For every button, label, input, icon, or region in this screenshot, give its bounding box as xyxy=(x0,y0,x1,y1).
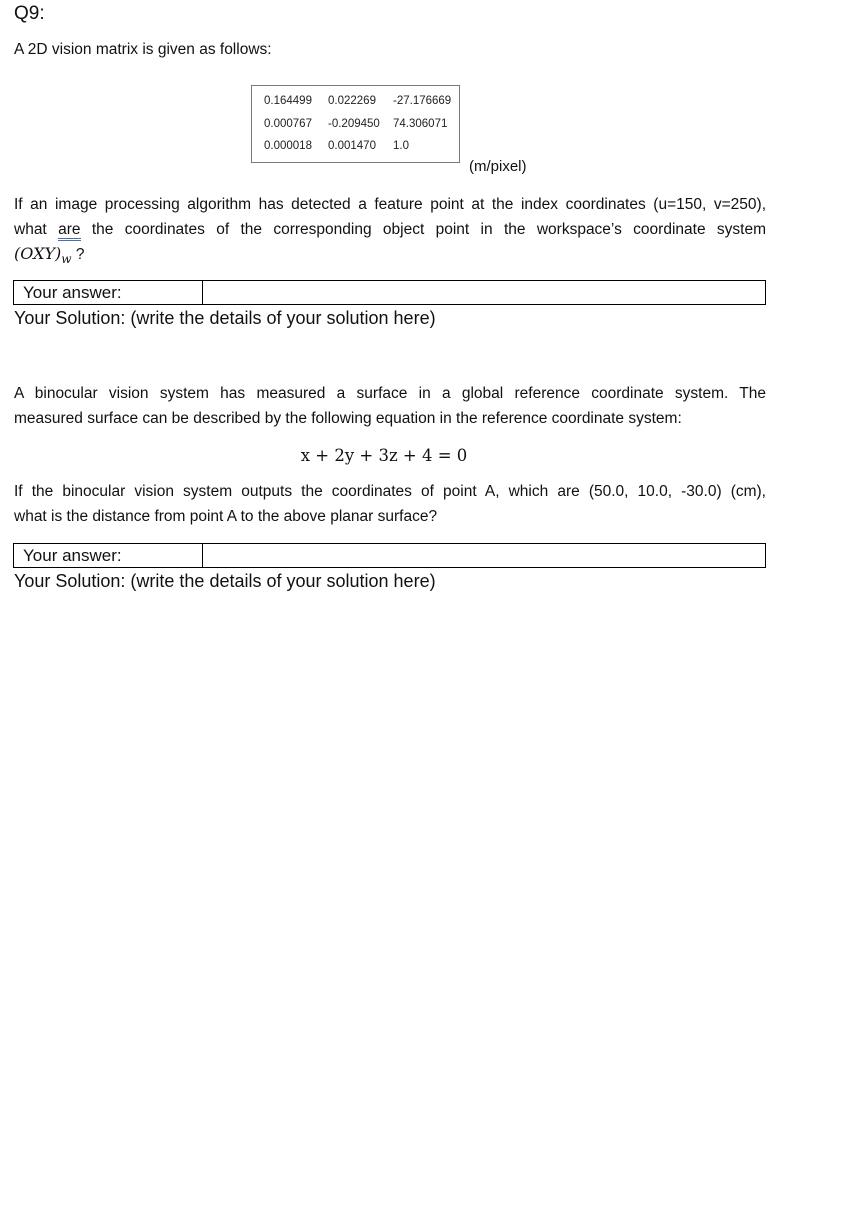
answer-label: Your answer: xyxy=(14,281,203,304)
answer-input[interactable] xyxy=(203,281,765,304)
underlined-word: are xyxy=(58,221,80,241)
answer-label: Your answer: xyxy=(14,544,203,567)
binocular-paragraph xyxy=(14,382,766,431)
text-fragment: what xyxy=(14,220,59,238)
frame-suffix: ? xyxy=(71,246,85,263)
frame-main: (OXY) xyxy=(14,244,62,263)
answer-input[interactable] xyxy=(203,544,765,567)
solution-prompt[interactable]: Your Solution: (write the details of your solution here) xyxy=(14,571,436,591)
q9-question-line: If an image processing algorithm has detected a feature point at the index coordinates (u=150, v=250), xyxy=(14,196,766,213)
matrix-unit: (m/pixel) xyxy=(469,158,527,175)
answer-table xyxy=(13,543,766,568)
question-label: Q9: xyxy=(14,3,45,24)
matrix-cell: -0.209450 xyxy=(328,118,380,130)
q9-question-text xyxy=(14,193,766,272)
question-line: If the binocular vision system outputs the coordinates of point A, which are (50.0, 10.0, -30.0) (cm), xyxy=(14,483,766,500)
binocular-question xyxy=(14,480,766,529)
question-line: what is the distance from point A to the above planar surface? xyxy=(14,507,438,525)
q9-question-line xyxy=(14,218,766,243)
solution-prompt[interactable]: Your Solution: (write the details of your solution here) xyxy=(14,308,436,328)
matrix-cell: -27.176669 xyxy=(393,95,452,107)
paragraph-line: A binocular vision system has measured a surface in a global reference coordinate system. The xyxy=(14,385,766,402)
text-fragment: the coordinates of the corresponding object point in the workspace’s coordinate system xyxy=(80,220,766,238)
frame-notation xyxy=(14,242,766,272)
matrix-cell: 74.306071 xyxy=(393,118,448,130)
answer-table xyxy=(13,280,766,305)
plane-equation: x + 2y + 3z + 4 = 0 xyxy=(300,446,468,465)
matrix-cell: 0.000767 xyxy=(264,118,312,130)
matrix-cell: 0.164499 xyxy=(264,95,312,107)
frame-subscript: w xyxy=(61,252,72,267)
matrix-cell: 0.000018 xyxy=(264,140,312,152)
matrix-intro-text: A 2D vision matrix is given as follows: xyxy=(14,41,272,58)
paragraph-line: measured surface can be described by the following equation in the reference coordinate system: xyxy=(14,409,682,427)
matrix-cell: 1.0 xyxy=(393,140,409,152)
vision-matrix xyxy=(251,85,460,163)
matrix-cell: 0.022269 xyxy=(328,95,376,107)
matrix-cell: 0.001470 xyxy=(328,140,376,152)
